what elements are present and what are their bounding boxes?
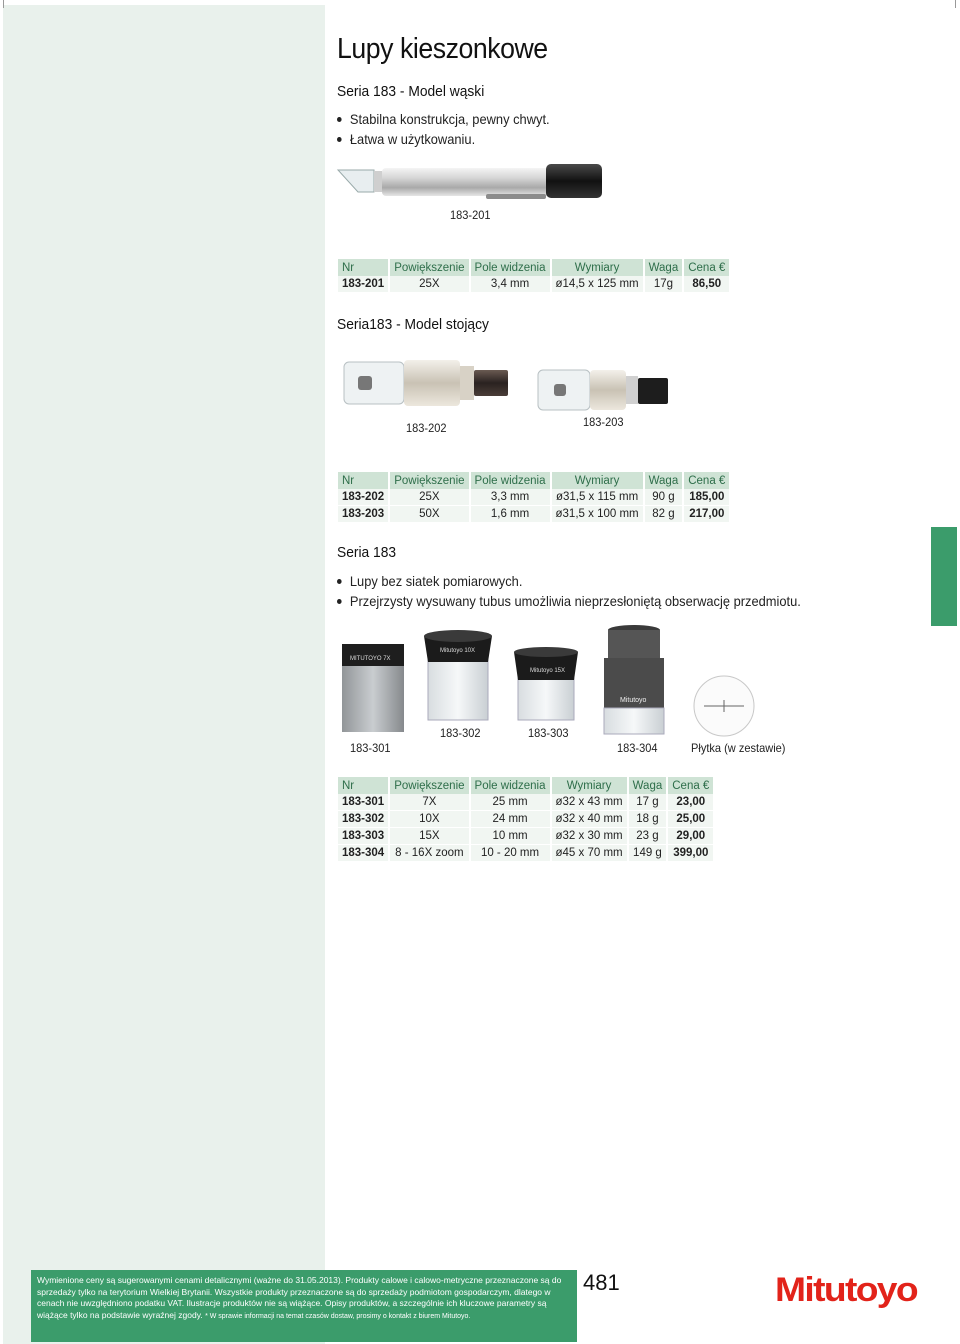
table-row: [338, 506, 729, 523]
cell-field-of-view: 3,3 mm: [471, 489, 550, 506]
image-caption: 183-302: [440, 726, 481, 740]
table-header-row: [338, 259, 729, 276]
table-header-row: [338, 777, 713, 794]
section3-bullets: [337, 571, 841, 611]
cell-weight: 18 g: [629, 811, 667, 828]
table-row: [338, 845, 713, 862]
cell-nr: 183-201: [338, 276, 388, 293]
cell-weight: 149 g: [629, 845, 667, 862]
cell-magnification: 25X: [390, 489, 468, 506]
spec-table-1: [336, 259, 731, 293]
column-header: Waga: [645, 472, 683, 489]
mitutoyo-logo: [775, 1267, 920, 1313]
column-header: Waga: [629, 777, 667, 794]
cell-weight: 17g: [645, 276, 683, 293]
cell-nr: 183-203: [338, 506, 388, 523]
loupe-183-301: [342, 644, 404, 732]
bullet-item: Przejrzysty wysuwany tubus umożliwia nieprzesłoniętą obserwację przedmiotu.: [337, 591, 801, 611]
bullet-item: Stabilna konstrukcja, pewny chwyt.: [337, 109, 550, 129]
footer-disclaimer: [31, 1270, 577, 1342]
loupe-label: Mitutoyo 15X: [530, 668, 566, 674]
product-image-183-201: [336, 160, 608, 208]
cell-dimensions: ø45 x 70 mm: [552, 845, 627, 862]
cell-field-of-view: 3,4 mm: [471, 276, 550, 293]
bullet-item: Lupy bez siatek pomiarowych.: [337, 571, 801, 591]
section3-heading: Seria 183: [337, 544, 397, 561]
reticle-plate: [694, 676, 754, 736]
cell-price: 399,00: [668, 845, 713, 862]
cell-dimensions: ø14,5 x 125 mm: [552, 276, 643, 293]
cell-magnification: 8 - 16X zoom: [390, 845, 468, 862]
footer-note: * W sprawie informacji na temat czasów dostaw, prosimy o kontakt z biurem Mitutoyo.: [205, 1312, 471, 1320]
crop-mark: [3, 0, 4, 8]
cell-price: 23,00: [668, 794, 713, 811]
cell-weight: 90 g: [645, 489, 683, 506]
section1-heading: Seria 183 - Model wąski: [337, 83, 485, 100]
column-header: Cena €: [668, 777, 713, 794]
column-header: Wymiary: [552, 472, 643, 489]
cell-price: 217,00: [684, 506, 729, 523]
section-side-tab: [931, 527, 957, 626]
image-caption: Płytka (w zestawie): [691, 741, 786, 755]
column-header: Powiększenie: [390, 472, 468, 489]
loupe-label: MITUTOYO 7X: [350, 656, 391, 662]
section2-heading: Seria183 - Model stojący: [337, 316, 489, 333]
cell-price: 86,50: [684, 276, 729, 293]
cell-price: 29,00: [668, 828, 713, 845]
crop-mark: [955, 0, 956, 8]
cell-magnification: 50X: [390, 506, 468, 523]
column-header: Wymiary: [552, 259, 643, 276]
spec-table-2: [336, 472, 731, 523]
left-background-band: [3, 5, 325, 1344]
cell-nr: 183-301: [338, 794, 388, 811]
cell-magnification: 7X: [390, 794, 468, 811]
page-number: 481: [583, 1270, 620, 1295]
cell-nr: 183-302: [338, 811, 388, 828]
image-caption: 183-201: [450, 208, 491, 222]
loupe-183-302: [424, 630, 492, 720]
table-row: [338, 828, 713, 845]
column-header: Pole widzenia: [471, 472, 550, 489]
loupe-label: Mitutoyo 10X: [440, 648, 476, 654]
cell-weight: 17 g: [629, 794, 667, 811]
column-header: Nr: [338, 472, 388, 489]
table-header-row: [338, 472, 729, 489]
cell-dimensions: ø32 x 30 mm: [552, 828, 627, 845]
cell-dimensions: ø32 x 43 mm: [552, 794, 627, 811]
cell-magnification: 10X: [390, 811, 468, 828]
cell-nr: 183-304: [338, 845, 388, 862]
column-header: Wymiary: [552, 777, 627, 794]
product-image-183-203: [534, 366, 672, 414]
image-caption: 183-304: [617, 741, 658, 755]
image-caption: 183-301: [350, 741, 391, 755]
cell-dimensions: ø31,5 x 115 mm: [552, 489, 643, 506]
table-row: [338, 794, 713, 811]
loupe-183-304: [604, 625, 664, 734]
cell-field-of-view: 25 mm: [471, 794, 550, 811]
column-header: Cena €: [684, 259, 729, 276]
image-caption: 183-202: [406, 421, 447, 435]
page-title: Lupy kieszonkowe: [337, 33, 548, 65]
table-row: [338, 489, 729, 506]
column-header: Powiększenie: [390, 259, 468, 276]
column-header: Nr: [338, 259, 388, 276]
section1-bullets: [337, 109, 568, 149]
cell-price: 185,00: [684, 489, 729, 506]
column-header: Pole widzenia: [471, 777, 550, 794]
logo-text: Mitutoyo: [775, 1271, 918, 1309]
cell-field-of-view: 24 mm: [471, 811, 550, 828]
loupe-183-303: [514, 647, 578, 720]
cell-nr: 183-202: [338, 489, 388, 506]
table-row: [338, 276, 729, 293]
column-header: Cena €: [684, 472, 729, 489]
cell-field-of-view: 10 mm: [471, 828, 550, 845]
table-row: [338, 811, 713, 828]
cell-dimensions: ø32 x 40 mm: [552, 811, 627, 828]
spec-table-3: [336, 777, 715, 862]
loupe-label: Mitutoyo: [620, 697, 647, 704]
cell-field-of-view: 1,6 mm: [471, 506, 550, 523]
column-header: Nr: [338, 777, 388, 794]
bullet-item: Łatwa w użytkowaniu.: [337, 129, 550, 149]
product-image-183-202: [340, 356, 520, 410]
column-header: Pole widzenia: [471, 259, 550, 276]
cell-weight: 23 g: [629, 828, 667, 845]
column-header: Powiększenie: [390, 777, 468, 794]
cell-magnification: 15X: [390, 828, 468, 845]
cell-field-of-view: 10 - 20 mm: [471, 845, 550, 862]
cell-nr: 183-303: [338, 828, 388, 845]
cell-price: 25,00: [668, 811, 713, 828]
image-caption: 183-203: [583, 415, 624, 429]
cell-magnification: 25X: [390, 276, 468, 293]
cell-dimensions: ø31,5 x 100 mm: [552, 506, 643, 523]
cell-weight: 82 g: [645, 506, 683, 523]
footer-text: Wymienione ceny są sugerowanymi cenami detalicznymi (ważne do 31.05.2013). Produkty calowe i calowo-metryczne przeznaczone są do sprzedaży tylko na terytorium Wielkiej Brytanii. Wszystkie produkty przeznaczone są do sprzedaży podmiotom gospodarczym, dlatego w cenach nie uwzględniono podatku VAT. Ilustracje produktów nie są wiążące. Opisy produktów, a szczególnie ich kluczowe parametry są wiążące tylko na podstawie wyraźnej zgody.: [37, 1275, 562, 1320]
column-header: Waga: [645, 259, 683, 276]
product-image-series-183-300: [336, 622, 766, 740]
image-caption: 183-303: [528, 726, 569, 740]
